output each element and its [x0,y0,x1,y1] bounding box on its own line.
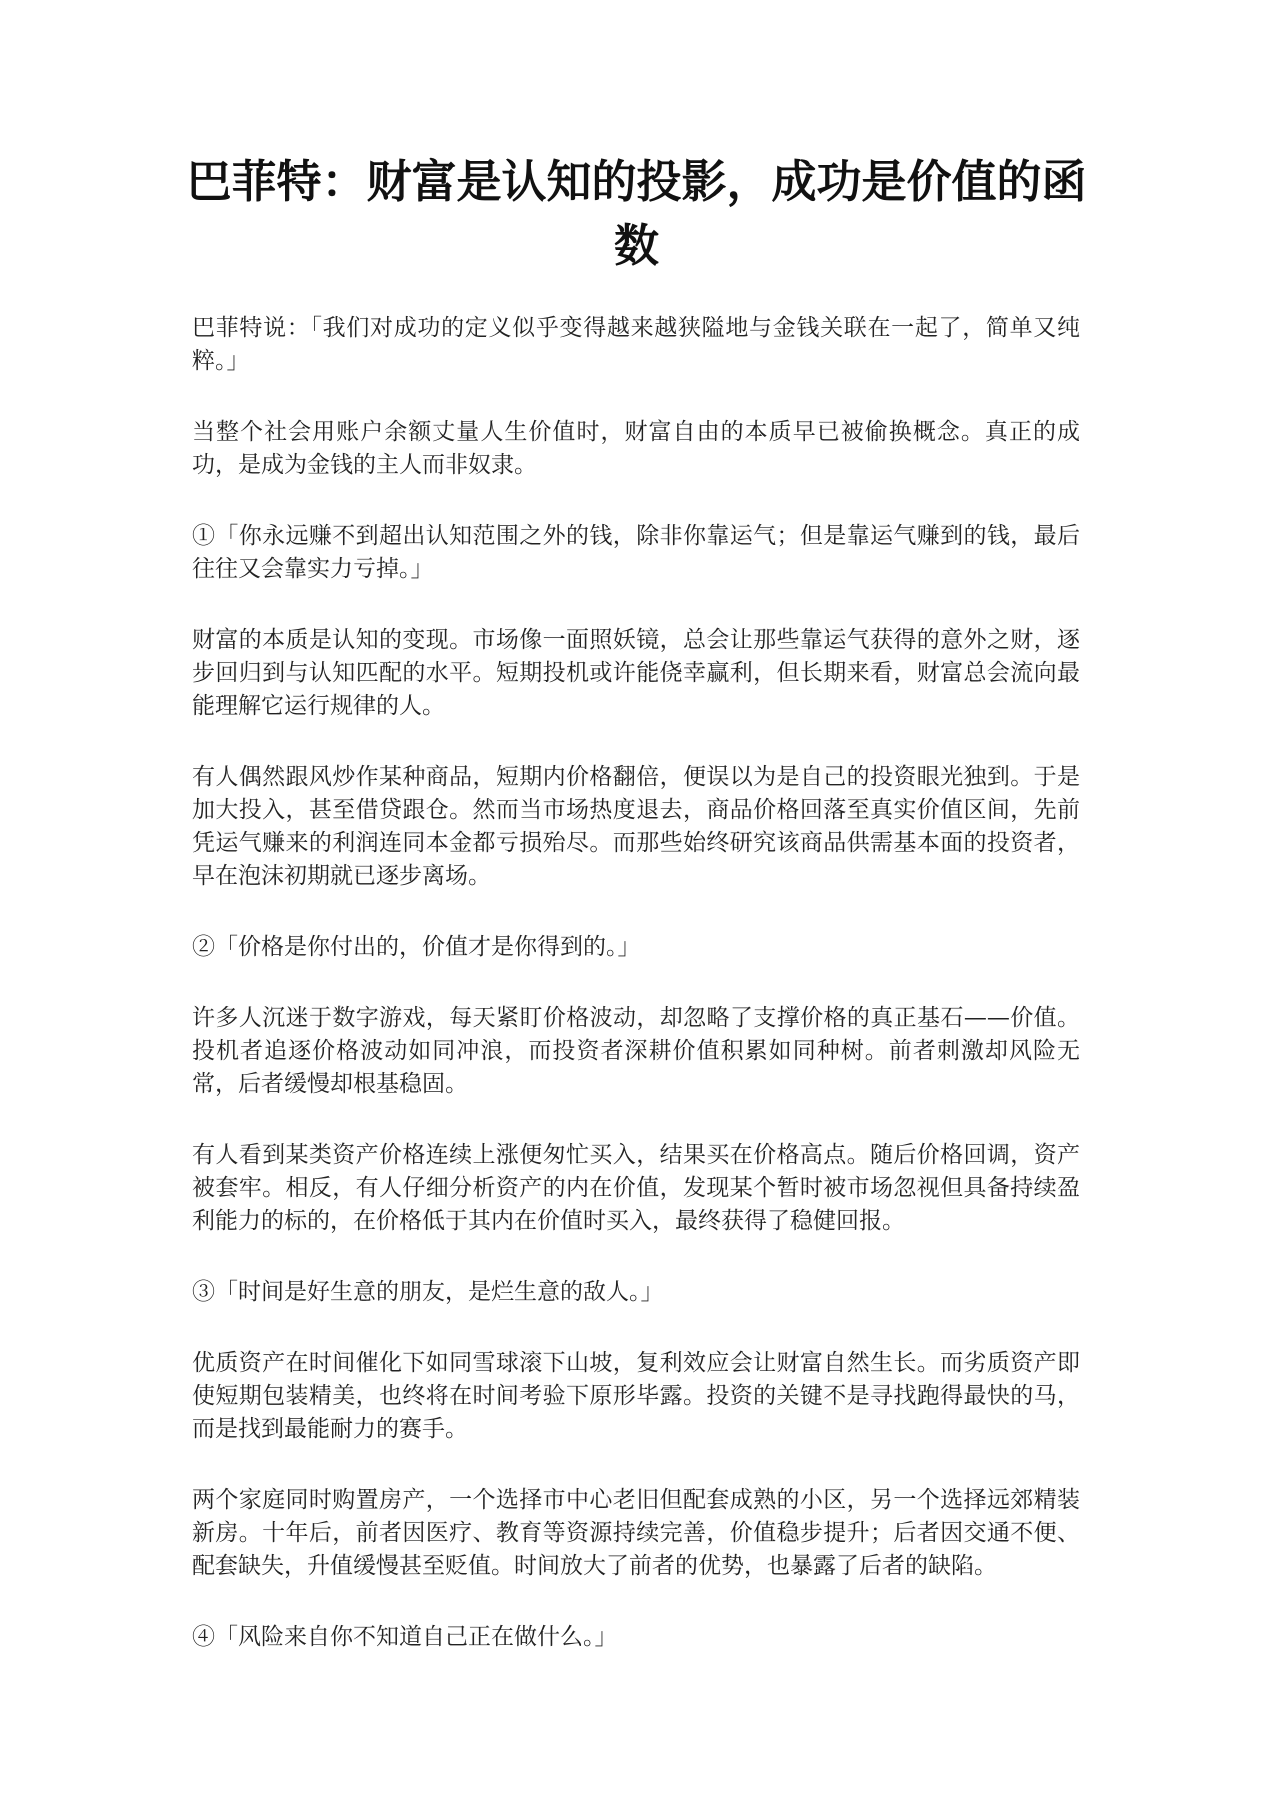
paragraph-intro-quote: 巴菲特说：「我们对成功的定义似乎变得越来越狭隘地与金钱关联在一起了，简单又纯粹。」 [192,315,1080,374]
paragraph: 许多人沉迷于数字游戏，每天紧盯价格波动，却忽略了支撑价格的真正基石——价值。投机者追逐价格波动如同冲浪，而投资者深耕价值积累如同种树。前者刺激却风险无常，后者缓慢却根基稳固。 [192,1005,1080,1097]
quote-4: ④「风险来自你不知道自己正在做什么。」 [192,1624,618,1650]
paragraph: 优质资产在时间催化下如同雪球滚下山坡，复利效应会让财富自然生长。而劣质资产即使短期包装精美，也终将在时间考验下原形毕露。投资的关键不是寻找跑得最快的马，而是找到最能耐力的赛手。 [192,1350,1080,1442]
quote-2: ②「价格是你付出的，价值才是你得到的。」 [192,934,641,960]
paragraph: 两个家庭同时购置房产，一个选择市中心老旧但配套成熟的小区，另一个选择远郊精装新房。十年后，前者因医疗、教育等资源持续完善，价值稳步提升；后者因交通不便、配套缺失，升值缓慢甚至贬值。时间放大了前者的优势，也暴露了后者的缺陷。 [192,1487,1080,1579]
paragraph: 有人看到某类资产价格连续上涨便匆忙买入，结果买在价格高点。随后价格回调，资产被套牢。相反，有人仔细分析资产的内在价值，发现某个暂时被市场忽视但具备持续盈利能力的标的，在价格低于其内在价值时买入，最终获得了稳健回报。 [192,1142,1080,1234]
quote-3: ③「时间是好生意的朋友，是烂生意的敌人。」 [192,1279,664,1305]
article-body [192,312,1080,1654]
paragraph: 有人偶然跟风炒作某种商品，短期内价格翻倍，便误以为是自己的投资眼光独到。于是加大投入，甚至借贷跟仓。然而当市场热度退去，商品价格回落至真实价值区间，先前凭运气赚来的利润连同本金都亏损殆尽。而那些始终研究该商品供需基本面的投资者，早在泡沫初期就已逐步离场。 [192,764,1080,889]
quote-1: ①「你永远赚不到超出认知范围之外的钱，除非你靠运气；但是靠运气赚到的钱，最后往往又会靠实力亏掉。」 [192,523,1080,582]
paragraph: 当整个社会用账户余额丈量人生价值时，财富自由的本质早已被偷换概念。真正的成功，是成为金钱的主人而非奴隶。 [192,419,1080,478]
paragraph: 财富的本质是认知的变现。市场像一面照妖镜，总会让那些靠运气获得的意外之财，逐步回归到与认知匹配的水平。短期投机或许能侥幸赢利，但长期来看，财富总会流向最能理解它运行规律的人。 [192,627,1080,719]
article-title: 巴菲特：财富是认知的投影，成功是价值的函数 [186,155,1087,272]
